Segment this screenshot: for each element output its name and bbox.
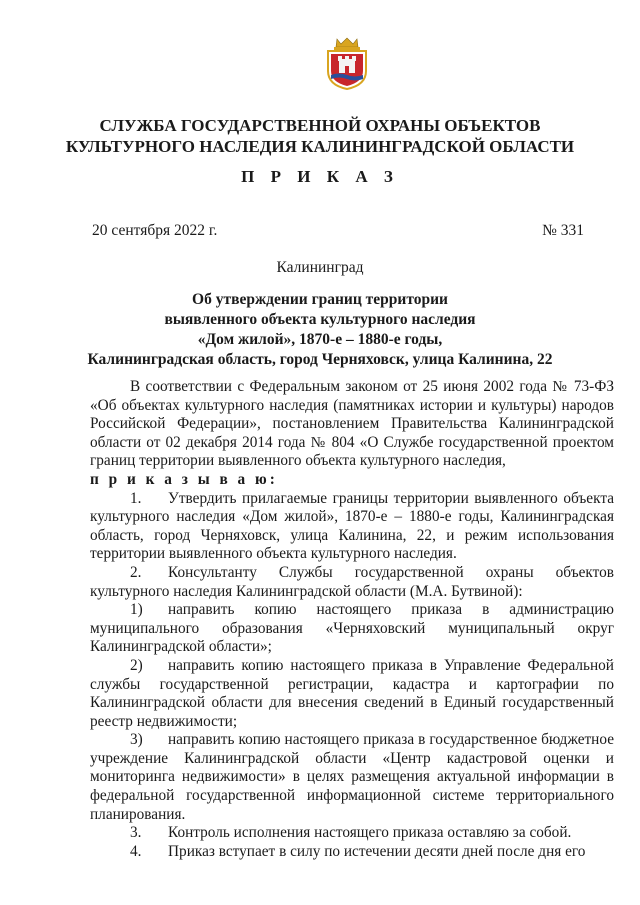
order-item-4 bbox=[90, 843, 614, 862]
item-text: Утвердить прилагаемые границы территории выявленного объекта культурного наследия «Дом жилой», 1870-е – 1880-е годы, Калининградская область, город Черняховск, улица Калинина, 22, и режим использования территории выявленного объекта культурного наследия. bbox=[90, 489, 614, 563]
document-date: 20 сентября 2022 г. bbox=[92, 222, 218, 239]
item-text: направить копию настоящего приказа в администрацию муниципального образования «Черняховский муниципальный округ Калининградской области»; bbox=[90, 601, 614, 656]
kaliningrad-coat-of-arms-icon bbox=[325, 35, 369, 91]
agency-line-1: СЛУЖБА ГОСУДАРСТВЕННОЙ ОХРАНЫ ОБЪЕКТОВ bbox=[99, 116, 541, 135]
preamble-paragraph: В соответствии с Федеральным законом от 25 июня 2002 года № 73-ФЗ «Об объектах культурного наследия (памятниках истории и культуры) народов Российской Федерации», постановлением Правительства Калининградской области от 02 декабря 2014 года № 804 «О Службе государственной проектом границ территории выявленного объекта культурного наследия, bbox=[90, 378, 614, 470]
subject-line-2: выявленного объекта культурного наследия bbox=[164, 311, 476, 328]
item-number: 1) bbox=[130, 601, 143, 619]
item-number: 3. bbox=[130, 824, 142, 842]
order-subitem-3 bbox=[90, 731, 614, 824]
document-number: № 331 bbox=[542, 222, 584, 239]
item-number: 3) bbox=[130, 731, 143, 749]
item-number: 1. bbox=[130, 489, 142, 507]
item-number: 4. bbox=[130, 842, 142, 860]
order-item-1 bbox=[90, 490, 614, 564]
order-subitem-1 bbox=[90, 601, 614, 657]
item-text: Приказ вступает в силу по истечении десяти дней после дня его bbox=[168, 842, 586, 860]
order-subitem-2 bbox=[90, 657, 614, 731]
subject-line-1: Об утверждении границ территории bbox=[192, 291, 448, 308]
item-text: направить копию настоящего приказа в Управление Федеральной службы государственной регистрации, кадастра и картографии по Калининградской области для внесения сведений в Единый государственный реестр недвижимости; bbox=[90, 656, 614, 730]
item-text: Консультанту Службы государственной охраны объектов культурного наследия Калининградской области (М.А. Бутвиной): bbox=[90, 563, 614, 600]
document-subject bbox=[60, 290, 580, 370]
order-item-3 bbox=[90, 824, 614, 843]
agency-line-2: КУЛЬТУРНОГО НАСЛЕДИЯ КАЛИНИНГРАДСКОЙ ОБЛАСТИ bbox=[65, 137, 575, 156]
document-city: Калининград bbox=[276, 259, 364, 276]
subject-line-3: «Дом жилой», 1870-е – 1880-е годы, bbox=[197, 331, 443, 348]
document-type: П Р И К А З bbox=[241, 167, 399, 186]
item-number: 2. bbox=[130, 563, 142, 581]
item-text: Контроль исполнения настоящего приказа оставляю за собой. bbox=[168, 824, 572, 842]
decree-word: п р и к а з ы в а ю: bbox=[90, 470, 278, 488]
decree-line bbox=[90, 471, 614, 490]
agency-name bbox=[60, 115, 580, 157]
document-body bbox=[90, 378, 614, 861]
subject-line-4: Калининградская область, город Черняховск, улица Калинина, 22 bbox=[87, 351, 553, 368]
item-text: направить копию настоящего приказа в государственное бюджетное учреждение Калининградской области «Центр кадастровой оценки и мониторинга недвижимости» в целях размещения актуальной информации в федеральной государственной информационной системе территориального планирования. bbox=[90, 731, 614, 823]
order-item-2 bbox=[90, 564, 614, 601]
item-number: 2) bbox=[130, 656, 143, 674]
